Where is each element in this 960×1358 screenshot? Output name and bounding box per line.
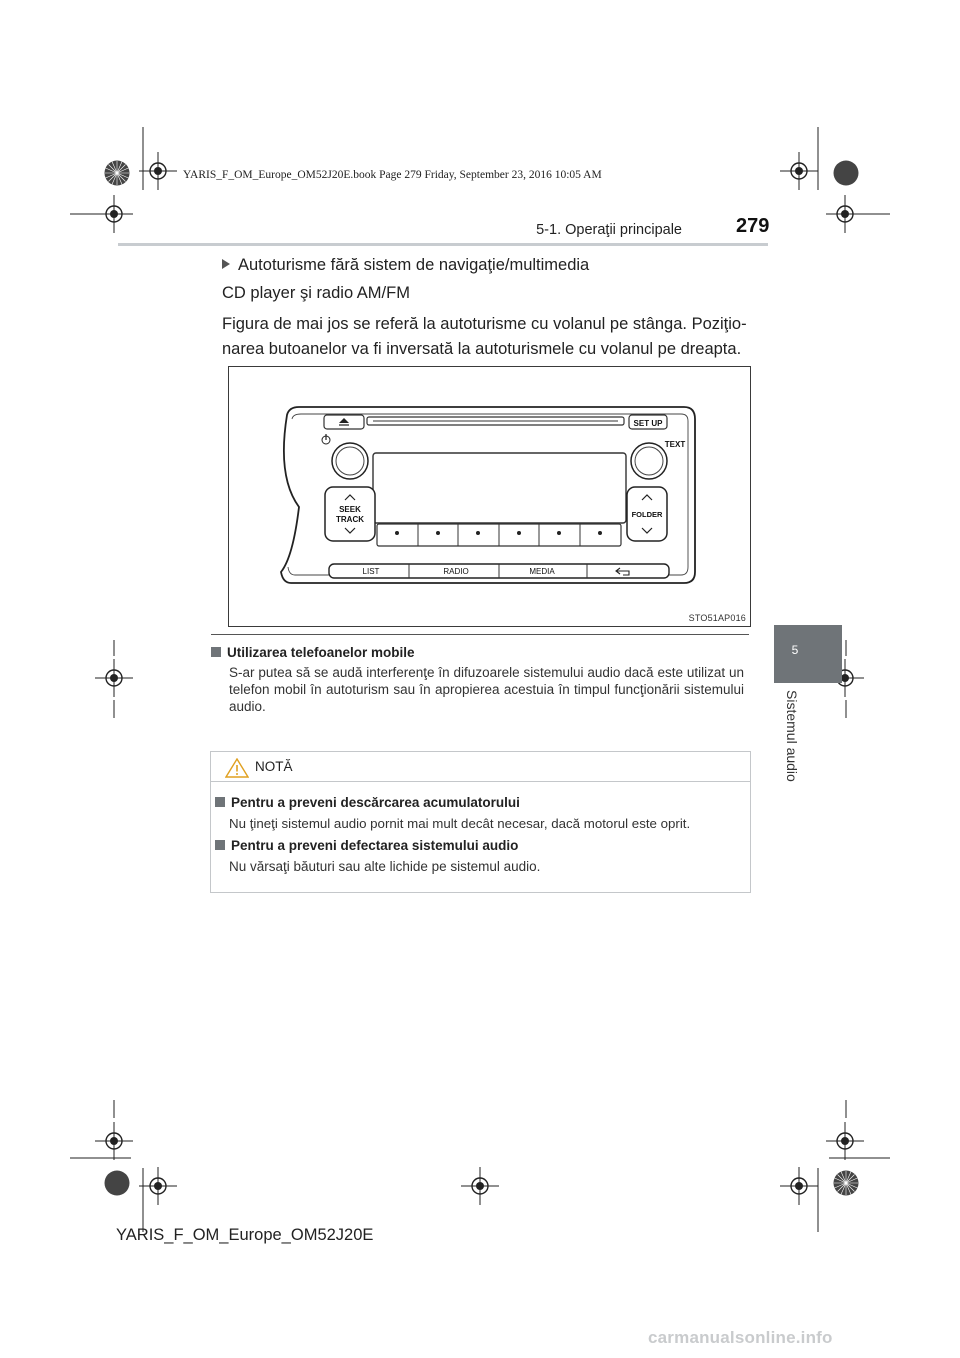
note-heading-text: Utilizarea telefoanelor mobile [227,645,415,660]
sunburst-mark-icon [833,160,859,186]
note-body: S-ar putea să se audă interferenţe în difuzoarele sistemului audio dacă este utilizat un telefon mobil în autoturism sau în apropierea acestuia în timpul funcţionării sistemului audio. [229,665,744,714]
section-title: 5-1. Operaţii principale [536,222,682,238]
book-stamp: YARIS_F_OM_Europe_OM52J20E.book Page 279 Friday, September 23, 2016 10:05 AM [183,169,602,181]
section-divider [211,634,749,635]
seek-label: SEEK [339,505,361,514]
note-heading [211,645,415,660]
triangle-bullet-icon [222,259,230,269]
list-label: LIST [362,567,380,576]
caution-item-body: Nu ţineţi sistemul audio pornit mai mult decât necesar, dacă motorul este oprit. [229,816,691,831]
page-number: 279 [736,215,770,237]
caution-item-title: Pentru a preveni defectarea sistemului audio [215,838,518,853]
chapter-label-container [780,690,802,790]
audio-unit-figure [228,366,751,627]
square-bullet-icon [211,647,221,657]
text-label: TEXT [664,440,686,449]
radio-label: RADIO [443,567,469,576]
sunburst-mark-icon [104,1170,130,1196]
caution-header [211,752,750,782]
caution-item-body: Nu vărsaţi băuturi sau alte lichide pe sistemul audio. [229,859,541,874]
sunburst-mark-icon [833,1170,859,1196]
setup-label: SET UP [633,419,663,428]
document-code: YARIS_F_OM_Europe_OM52J20E [116,1226,374,1244]
chapter-tab [774,625,842,683]
intro-paragraph: Figura de mai jos se referă la autoturisme cu volanul pe stânga. Poziţio-narea butoanelor va fi inversată la autoturismele cu volanul pe dreapta. [222,315,747,358]
caution-item-title: Pentru a preveni descărcarea acumulatorului [215,795,520,810]
watermark-site: carmanualsonline.info [648,1328,833,1347]
warning-triangle-icon [225,758,249,778]
figure-code: STO51AP016 [688,613,746,623]
caution-title: NOTĂ [255,759,293,774]
subheading-text: Autoturisme fără sistem de navigaţie/multimedia [238,256,590,274]
subheading [222,256,589,275]
square-bullet-icon [215,797,225,807]
media-label: MEDIA [529,567,555,576]
intro-line: CD player şi radio AM/FM [222,284,410,302]
caution-box [210,751,751,893]
square-bullet-icon [215,840,225,850]
chapter-label: Sistemul audio [784,690,800,782]
folder-label: FOLDER [631,510,663,519]
chapter-number: 5 [791,643,799,657]
track-label: TRACK [336,515,364,524]
sunburst-mark-icon [104,160,130,186]
header-rule [118,243,768,246]
audio-unit-illustration [229,367,750,626]
